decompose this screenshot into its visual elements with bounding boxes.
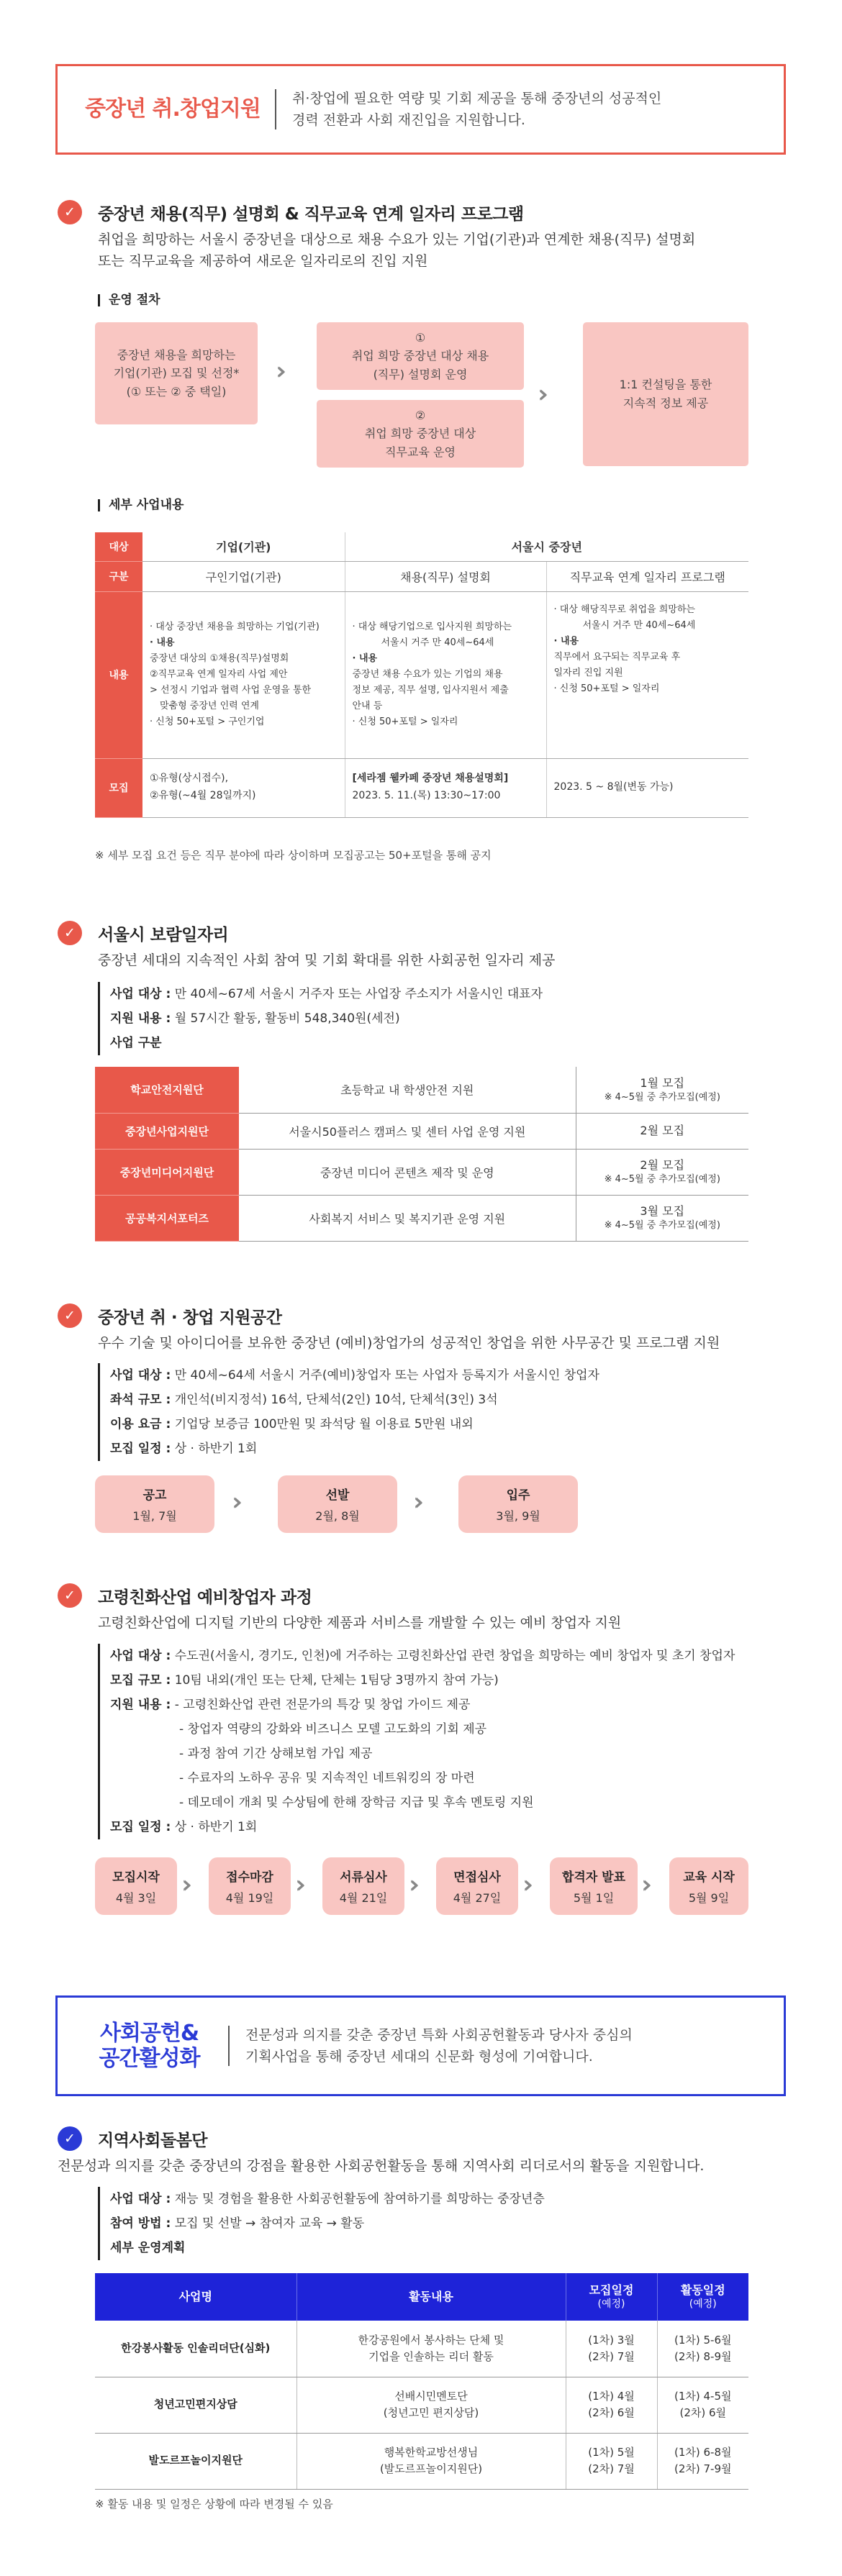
timeline-step bbox=[436, 1857, 518, 1915]
table-label: 내용 bbox=[95, 591, 142, 758]
section-description bbox=[58, 229, 792, 273]
detail-table bbox=[95, 532, 748, 818]
double-chevron-icon: ›› bbox=[538, 380, 540, 409]
program-name: 한강봉사활동 인솔리더단(심화) bbox=[95, 2321, 296, 2377]
table-row bbox=[95, 1195, 748, 1241]
step-date: 4월 27일 bbox=[453, 1891, 502, 1905]
table-label: 대상 bbox=[95, 532, 142, 561]
double-chevron-icon: ›› bbox=[295, 1870, 298, 1899]
cell-line: ②유형(~4월 28일까지) bbox=[150, 790, 256, 801]
step-date: 4월 3일 bbox=[115, 1891, 157, 1905]
cell-line: · 신청 50+포털 > 일자리 bbox=[553, 683, 660, 694]
timeline-step bbox=[550, 1857, 638, 1915]
step-date: 3월, 9월 bbox=[496, 1509, 540, 1523]
info-label: 이용 요금 : bbox=[110, 1417, 171, 1432]
info-value: 기업당 보증금 100만원 및 좌석당 월 이용료 5만원 내외 bbox=[171, 1417, 474, 1432]
cell-line: · 내용 bbox=[352, 652, 378, 664]
timeline-step bbox=[95, 1475, 214, 1533]
table-cell bbox=[657, 2321, 748, 2377]
info-value: 수도권(서울시, 경기도, 인천)에 거주하는 고령친화산업 관련 창업을 희망하는 예비 창업자 및 초기 창업자 bbox=[171, 1649, 735, 1663]
section-title: 중장년 취 · 창업 지원공간 bbox=[98, 1308, 282, 1327]
cell-line: · 대상 해당직무로 취업을 희망하는 bbox=[553, 604, 695, 615]
info-value: 만 40세~64세 서울시 거주(예비)창업자 또는 사업자 등록지가 서울시인 창업자 bbox=[171, 1368, 599, 1383]
table-cell bbox=[576, 1113, 748, 1149]
timeline-step bbox=[278, 1475, 397, 1533]
table-label: 공공복지서포터즈 bbox=[95, 1195, 239, 1241]
cell-line: (1차) 4월 bbox=[588, 2389, 635, 2403]
cell-line: ②직무교육 연계 일자리 사업 제안 bbox=[150, 668, 288, 680]
section-banner-social bbox=[55, 1995, 786, 2096]
table-cell bbox=[566, 2377, 657, 2433]
banner-title-line: 공간활성화 bbox=[99, 2046, 200, 2071]
header-line: 활동일정 bbox=[680, 2283, 725, 2297]
info-row bbox=[110, 1437, 599, 1461]
borami-table bbox=[95, 1067, 748, 1242]
cell-line: · 내용 bbox=[150, 637, 175, 648]
support-item: - 수료자의 노하우 공유 및 지속적인 네트워킹의 장 마련 bbox=[179, 1771, 475, 1785]
info-value: 재능 및 경험을 활용한 사회공헌활동에 참여하기를 희망하는 중장년층 bbox=[171, 2192, 545, 2206]
info-label: 참여 방법 : bbox=[110, 2216, 171, 2231]
table-cell bbox=[296, 2377, 566, 2433]
cell-line: > 선정시 기업과 협력 사업 운영을 통한 bbox=[150, 685, 312, 696]
info-row bbox=[110, 1388, 599, 1412]
cell-line: · 신청 50+포털 > 일자리 bbox=[352, 716, 458, 728]
program-name: 발도르프놀이지원단 bbox=[95, 2433, 296, 2489]
info-row bbox=[110, 1363, 599, 1388]
table-cell: 직무교육 연계 일자리 프로그램 bbox=[546, 561, 748, 591]
check-icon: ✓ bbox=[58, 1303, 82, 1328]
section-startup-space bbox=[58, 1303, 792, 1354]
info-label: 모집 일정 : bbox=[110, 1820, 171, 1834]
recruit-note: ※ 4~5월 중 추가모집(예정) bbox=[604, 1174, 720, 1185]
info-row bbox=[110, 982, 543, 1006]
step-title: 접수마감 bbox=[226, 1870, 273, 1885]
table-header: 활동내용 bbox=[296, 2273, 566, 2321]
process-heading: 운영 절차 bbox=[98, 294, 160, 306]
banner-description bbox=[292, 88, 661, 132]
info-row bbox=[110, 1006, 543, 1031]
cell-line: (2차) 7월 bbox=[588, 2349, 635, 2363]
community-table bbox=[95, 2273, 748, 2490]
table-cell bbox=[345, 758, 546, 817]
info-row bbox=[110, 2187, 545, 2211]
table-header: 사업명 bbox=[95, 2273, 296, 2321]
process-text: ② bbox=[415, 408, 426, 422]
process-step-1 bbox=[95, 322, 258, 424]
cell-line: (청년고민 편지상담) bbox=[383, 2406, 479, 2419]
timeline-step bbox=[209, 1857, 291, 1915]
table-cell: 사회복지 서비스 및 복지기관 운영 지원 bbox=[239, 1195, 576, 1241]
cell-line: · 대상 해당기업으로 입사지원 희망하는 bbox=[352, 621, 512, 632]
recruit-month: 1월 모집 bbox=[640, 1076, 685, 1091]
table-cell bbox=[296, 2321, 566, 2377]
recruit-month: 3월 모집 bbox=[640, 1204, 685, 1219]
table-header: 서울시 중장년 bbox=[345, 532, 748, 561]
info-label: 모집 규모 : bbox=[110, 1673, 171, 1688]
timeline-step bbox=[95, 1857, 177, 1915]
recruit-note: ※ 4~5월 중 추가모집(예정) bbox=[604, 1091, 720, 1103]
info-row bbox=[110, 2236, 545, 2260]
table-label: 학교안전지원단 bbox=[95, 1067, 239, 1113]
info-label: 지원 내용 : bbox=[110, 1698, 171, 1712]
double-chevron-icon: ›› bbox=[409, 1870, 412, 1899]
table-label: 구분 bbox=[95, 561, 142, 591]
cell-line: 서울시 거주 만 40세~64세 bbox=[381, 637, 494, 648]
process-text: 직무교육 운영 bbox=[385, 445, 456, 459]
header-sub: (예정) bbox=[597, 2298, 625, 2311]
cell-line: (2차) 8-9월 bbox=[674, 2349, 732, 2363]
check-icon: ✓ bbox=[58, 921, 82, 945]
section-banner-career bbox=[55, 64, 786, 155]
process-text: 기업(기관) 모집 및 선정* bbox=[113, 366, 240, 381]
table-cell bbox=[345, 591, 546, 758]
cell-line: 직무에서 요구되는 직무교육 후 bbox=[553, 651, 681, 663]
info-row bbox=[110, 1412, 599, 1437]
step-date: 5월 1일 bbox=[573, 1891, 615, 1905]
info-label: 사업 대상 : bbox=[110, 987, 171, 1001]
double-chevron-icon: ›› bbox=[522, 1870, 525, 1899]
table-cell bbox=[657, 2377, 748, 2433]
cell-line: (1차) 6-8월 bbox=[674, 2445, 732, 2459]
table-cell: 구인기업(기관) bbox=[142, 561, 345, 591]
desc-line: 취업을 희망하는 서울시 중장년을 대상으로 채용 수요가 있는 기업(기관)과 연계한 채용(직무) 설명회 bbox=[98, 232, 696, 247]
header-sub: (예정) bbox=[689, 2298, 717, 2311]
program-name: 청년고민편지상담 bbox=[95, 2377, 296, 2433]
section-borami-jobs bbox=[58, 921, 792, 971]
double-chevron-icon: ›› bbox=[232, 1488, 235, 1516]
table-cell: 초등학교 내 학생안전 지원 bbox=[239, 1067, 576, 1113]
recruit-note: ※ 4~5월 중 추가모집(예정) bbox=[604, 1220, 720, 1232]
info-row bbox=[110, 1668, 735, 1693]
timeline-step bbox=[669, 1857, 748, 1915]
process-text: 1:1 컨설팅을 통한 bbox=[619, 378, 712, 392]
table-cell: 채용(직무) 설명회 bbox=[345, 561, 546, 591]
recruit-month: 2월 모집 bbox=[640, 1124, 685, 1138]
table-cell bbox=[566, 2321, 657, 2377]
cell-line: · 신청 50+포털 > 구인기업 bbox=[150, 716, 265, 728]
table-row bbox=[95, 1113, 748, 1149]
cell-line: 중장년 대상의 ①채용(직무)설명회 bbox=[150, 652, 289, 664]
section-description: 중장년 세대의 지속적인 사회 참여 및 기회 확대를 위한 사회공헌 일자리 제공 bbox=[98, 952, 556, 968]
cell-line: 선배시민멘토단 bbox=[394, 2389, 468, 2403]
cell-line: (2차) 6월 bbox=[588, 2406, 635, 2419]
process-text: ① bbox=[415, 330, 426, 345]
step-title: 공고 bbox=[142, 1488, 167, 1503]
support-item: - 창업자 역량의 강화와 비즈니스 모델 고도화의 기회 제공 bbox=[179, 1722, 487, 1737]
double-chevron-icon: ›› bbox=[181, 1870, 184, 1899]
section-title: 서울시 보람일자리 bbox=[98, 925, 229, 945]
table-row bbox=[95, 2433, 748, 2489]
banner-desc-line: 취·창업에 필요한 역량 및 기회 제공을 통해 중장년의 성공적인 bbox=[292, 90, 662, 106]
info-label: 사업 구분 bbox=[110, 1036, 162, 1050]
table-cell: 2023. 5 ~ 8월(변동 가능) bbox=[546, 758, 748, 817]
process-text: (① 또는 ② 중 택일) bbox=[126, 384, 227, 399]
info-label: 모집 일정 : bbox=[110, 1442, 171, 1456]
step-title: 합격자 발표 bbox=[561, 1870, 626, 1885]
section-description: 전문성과 의지를 갖춘 중장년의 강점을 활용한 사회공헌활동을 통해 지역사회 리더로서의 활동을 지원합니다. bbox=[58, 2158, 705, 2174]
table-cell bbox=[546, 591, 748, 758]
info-block bbox=[98, 1363, 599, 1461]
section-title: 지역사회돌봄단 bbox=[98, 2131, 208, 2150]
double-chevron-icon: ›› bbox=[413, 1488, 416, 1516]
recruit-month: 2월 모집 bbox=[640, 1158, 685, 1173]
section-aging-industry bbox=[58, 1583, 792, 1634]
cell-line: · 대상 중장년 채용을 희망하는 기업(기관) bbox=[150, 621, 320, 632]
info-value: 개인석(비지정석) 16석, 단체석(2인) 10석, 단체석(3인) 3석 bbox=[171, 1393, 498, 1407]
check-icon: ✓ bbox=[58, 2126, 82, 2151]
step-title: 선발 bbox=[325, 1488, 350, 1503]
cell-line: [세라젬 웰카페 중장년 채용설명회] bbox=[352, 773, 509, 785]
info-row bbox=[110, 1815, 735, 1839]
header-line: 모집일정 bbox=[589, 2283, 634, 2297]
banner-title bbox=[58, 2021, 219, 2072]
info-block bbox=[98, 982, 543, 1055]
cell-line: (1차) 4-5월 bbox=[674, 2389, 732, 2403]
process-text: 취업 희망 중장년 대상 채용 bbox=[351, 349, 489, 363]
process-text: 중장년 채용을 희망하는 bbox=[117, 347, 236, 362]
process-text: (직무) 설명회 운영 bbox=[373, 367, 468, 381]
support-item: - 과정 참여 기간 상해보험 가입 제공 bbox=[179, 1747, 373, 1761]
process-step-2a bbox=[317, 322, 524, 390]
table-row bbox=[95, 1067, 748, 1113]
info-row bbox=[110, 1693, 735, 1717]
check-icon: ✓ bbox=[58, 1583, 82, 1608]
section-title: 중장년 채용(직무) 설명회 & 직무교육 연계 일자리 프로그램 bbox=[98, 204, 524, 224]
info-label: 사업 대상 : bbox=[110, 2192, 171, 2206]
support-item: - 데모데이 개최 및 수상팀에 한해 장학금 지급 및 후속 멘토링 지원 bbox=[179, 1796, 534, 1810]
info-value: 월 57시간 활동, 활동비 548,340원(세전) bbox=[171, 1011, 400, 1026]
table-header bbox=[657, 2273, 748, 2321]
cell-line: · 내용 bbox=[553, 635, 579, 647]
info-label: 사업 대상 : bbox=[110, 1649, 171, 1663]
cell-line: 일자리 진입 지원 bbox=[553, 667, 623, 678]
banner-desc-line: 전문성과 의지를 갖춘 중장년 특화 사회공헌활동과 당사자 중심의 bbox=[245, 2026, 633, 2043]
section-title: 고령친화산업 예비창업자 과정 bbox=[98, 1588, 312, 1607]
table-cell bbox=[576, 1067, 748, 1113]
banner-title: 중장년 취.창업지원 bbox=[85, 96, 261, 122]
step-date: 5월 9일 bbox=[688, 1891, 730, 1905]
cell-line: (1차) 3월 bbox=[588, 2333, 635, 2347]
process-text: 지속적 정보 제공 bbox=[623, 396, 709, 410]
process-step-2b bbox=[317, 400, 524, 468]
process-text: 취업 희망 중장년 대상 bbox=[364, 427, 476, 441]
cell-line: (1차) 5-6월 bbox=[674, 2333, 732, 2347]
cell-line: 정보 제공, 직무 설명, 입사지원서 제출 bbox=[352, 685, 509, 696]
step-title: 모집시작 bbox=[112, 1870, 160, 1885]
info-value: 상 · 하반기 1회 bbox=[171, 1820, 258, 1834]
cell-line: 2023. 5. 11.(목) 13:30~17:00 bbox=[352, 790, 501, 801]
section-community-care bbox=[58, 2126, 792, 2177]
table-row bbox=[95, 2377, 748, 2433]
cell-line: 행복한학교방선생님 bbox=[384, 2445, 479, 2459]
cell-line: (2차) 7-9월 bbox=[674, 2462, 732, 2475]
table-label: 모집 bbox=[95, 758, 142, 817]
cell-line: 서울시 거주 만 40세~64세 bbox=[582, 619, 696, 631]
cell-line: (2차) 6월 bbox=[679, 2406, 727, 2419]
table-cell bbox=[576, 1149, 748, 1195]
footnote: ※ 활동 내용 및 일정은 상황에 따라 변경될 수 있음 bbox=[95, 2498, 333, 2511]
table-cell: 중장년 미디어 콘텐츠 제작 및 운영 bbox=[239, 1149, 576, 1195]
cell-line: (2차) 7월 bbox=[588, 2462, 635, 2475]
step-date: 4월 19일 bbox=[225, 1891, 274, 1905]
timeline-step bbox=[458, 1475, 578, 1533]
cell-line: 중장년 채용 수요가 있는 기업의 채용 bbox=[352, 668, 503, 680]
timeline-step bbox=[322, 1857, 404, 1915]
banner-divider bbox=[275, 89, 276, 129]
info-value: 만 40세~67세 서울시 거주자 또는 사업장 주소지가 서울시인 대표자 bbox=[171, 987, 543, 1001]
banner-divider bbox=[228, 2026, 230, 2066]
table-label: 중장년사업지원단 bbox=[95, 1113, 239, 1149]
section-description: 우수 기술 및 아이디어를 보유한 중장년 (예비)창업가의 성공적인 창업을 위한 사무공간 및 프로그램 지원 bbox=[98, 1335, 720, 1351]
cell-line: ①유형(상시접수), bbox=[150, 773, 229, 785]
step-title: 교육 시작 bbox=[683, 1870, 735, 1885]
info-value: 10팀 내외(개인 또는 단체, 단체는 1팀당 3명까지 참여 가능) bbox=[171, 1673, 499, 1688]
info-block bbox=[98, 1644, 735, 1839]
step-date: 1월, 7월 bbox=[132, 1509, 177, 1523]
table-label: 중장년미디어지원단 bbox=[95, 1149, 239, 1195]
section-description: 고령친화산업에 디지털 기반의 다양한 제품과 서비스를 개발할 수 있는 예비 창업자 지원 bbox=[98, 1615, 622, 1631]
info-label: 지원 내용 : bbox=[110, 1011, 171, 1026]
table-cell bbox=[296, 2433, 566, 2489]
info-label: 세부 운영계획 bbox=[110, 2241, 186, 2255]
step-date: 4월 21일 bbox=[339, 1891, 388, 1905]
info-row bbox=[110, 1644, 735, 1668]
table-cell bbox=[566, 2433, 657, 2489]
section-job-fair bbox=[58, 200, 792, 273]
banner-desc-line: 경력 전환과 사회 재진입을 지원합니다. bbox=[292, 112, 525, 128]
table-row bbox=[95, 1149, 748, 1195]
check-icon: ✓ bbox=[58, 200, 82, 224]
info-label: 사업 대상 : bbox=[110, 1368, 171, 1383]
double-chevron-icon: ›› bbox=[641, 1870, 644, 1899]
info-value: 모집 및 선발 → 참여자 교육 → 활동 bbox=[171, 2216, 365, 2231]
info-label: 좌석 규모 : bbox=[110, 1393, 171, 1407]
info-value: 상 · 하반기 1회 bbox=[171, 1442, 258, 1456]
cell-line: 맞춤형 중장년 인력 연계 bbox=[160, 701, 259, 712]
table-row bbox=[95, 2321, 748, 2377]
cell-line: (발도르프놀이지원단) bbox=[379, 2462, 483, 2475]
banner-description bbox=[245, 2024, 633, 2068]
desc-line: 또는 직무교육을 제공하여 새로운 일자리로의 진입 지원 bbox=[98, 253, 428, 270]
table-cell bbox=[142, 758, 345, 817]
info-row bbox=[110, 1031, 543, 1055]
cell-line: (1차) 5월 bbox=[588, 2445, 635, 2459]
step-title: 서류심사 bbox=[340, 1870, 387, 1885]
step-date: 2월, 8월 bbox=[315, 1509, 360, 1523]
step-title: 면접심사 bbox=[453, 1870, 501, 1885]
double-chevron-icon: ›› bbox=[276, 357, 279, 386]
table-header-row bbox=[95, 2273, 748, 2321]
step-title: 입주 bbox=[506, 1488, 530, 1503]
footnote: ※ 세부 모집 요건 등은 직무 분야에 따라 상이하며 모집공고는 50+포털을 통해 공지 bbox=[95, 849, 492, 862]
cell-line: 안내 등 bbox=[352, 701, 383, 712]
banner-desc-line: 기획사업을 통해 중장년 세대의 신문화 형성에 기여합니다. bbox=[245, 2049, 593, 2065]
detail-heading: 세부 사업내용 bbox=[98, 499, 184, 511]
info-row bbox=[110, 2211, 545, 2236]
info-block bbox=[98, 2187, 545, 2260]
table-cell bbox=[576, 1195, 748, 1241]
table-cell bbox=[657, 2433, 748, 2489]
info-value: - 고령친화산업 관련 전문가의 특강 및 창업 가이드 제공 bbox=[171, 1698, 471, 1712]
table-cell bbox=[142, 591, 345, 758]
cell-line: 기업을 인솔하는 리더 활동 bbox=[368, 2349, 494, 2363]
cell-line: 한강공원에서 봉사하는 단체 및 bbox=[358, 2333, 504, 2347]
table-cell: 서울시50플러스 캠퍼스 및 센터 사업 운영 지원 bbox=[239, 1113, 576, 1149]
banner-title-line: 사회공헌& bbox=[99, 2020, 199, 2046]
table-header bbox=[566, 2273, 657, 2321]
process-step-3 bbox=[583, 322, 748, 466]
table-header: 기업(기관) bbox=[142, 532, 345, 561]
